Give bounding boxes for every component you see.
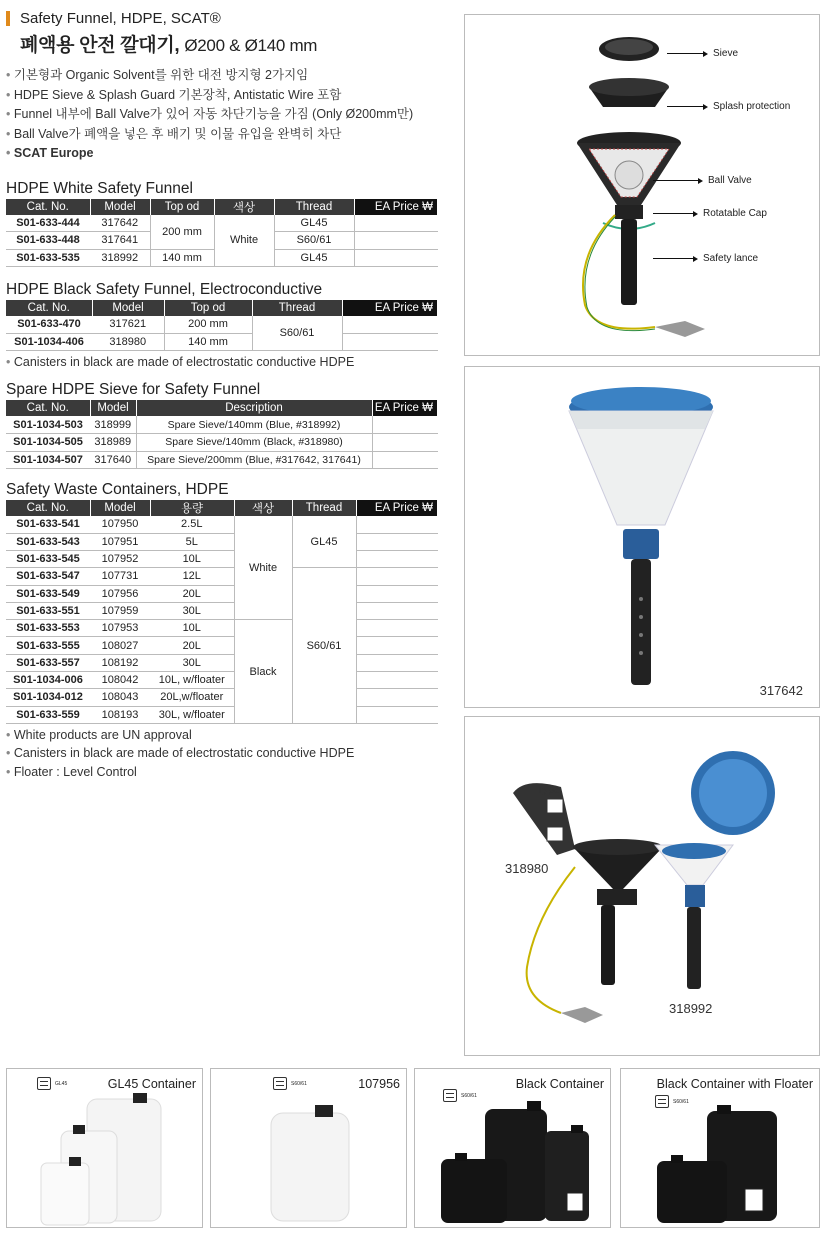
- bottom-title: Black Container: [515, 1077, 604, 1091]
- title-en-row: [6, 8, 438, 28]
- cell-cat: S01-633-535: [6, 249, 90, 266]
- cell-model: 107959: [90, 602, 150, 619]
- bottom-box-black: [414, 1068, 611, 1228]
- col-header: Cat. No.: [6, 400, 90, 416]
- cell-model: 107950: [90, 516, 150, 533]
- cell-cat: S01-633-559: [6, 706, 90, 723]
- cell-price: [354, 232, 438, 249]
- cell-cat: S01-1034-503: [6, 416, 90, 433]
- funnel-diagram-box: [464, 14, 820, 356]
- bullet-item: • HDPE Sieve & Splash Guard 기본장착, Antistatic Wire 포함: [6, 86, 438, 106]
- model-label-318980: 318980: [505, 861, 549, 876]
- col-header: Model: [92, 300, 164, 316]
- cell-cat: S01-633-553: [6, 620, 90, 637]
- cell-desc: Spare Sieve/140mm (Black, #318980): [136, 434, 372, 451]
- cell-price: [356, 689, 438, 706]
- container-note: • White products are UN approval: [6, 726, 438, 745]
- cell-thread: S60/61: [252, 316, 342, 351]
- cell-cat: S01-1034-012: [6, 689, 90, 706]
- cell-price: [356, 533, 438, 550]
- cell-cat: S01-1034-006: [6, 672, 90, 689]
- cell-model: 318992: [90, 249, 150, 266]
- section-title-containers: Safety Waste Containers, HDPE: [6, 480, 229, 498]
- section-title-black-funnel: HDPE Black Safety Funnel, Electroconductive: [6, 280, 323, 298]
- cell-volume: 30L, w/floater: [150, 706, 234, 723]
- lance-shape: [621, 219, 637, 305]
- cell-color: White: [234, 516, 292, 620]
- bottom-title: Black Container with Floater: [656, 1077, 813, 1091]
- cell-cat: S01-633-557: [6, 654, 90, 671]
- cell-model: 108043: [90, 689, 150, 706]
- callout-label: Safety lance: [703, 253, 759, 264]
- cell-cat: S01-1034-507: [6, 451, 90, 468]
- callout-label: Splash protection: [713, 101, 791, 112]
- cell-price: [342, 316, 438, 333]
- cell-volume: 30L: [150, 602, 234, 619]
- cell-model: 317621: [92, 316, 164, 333]
- col-header: Thread: [274, 199, 354, 215]
- title-kr: [6, 30, 438, 56]
- cell-price: [356, 516, 438, 533]
- col-header-price: EA Price ₩: [342, 300, 438, 316]
- containers-table: [6, 500, 438, 724]
- cell-model: 107731: [90, 568, 150, 585]
- title-en: Safety Funnel, HDPE, SCAT®: [20, 9, 221, 27]
- callout-lance: [653, 253, 758, 264]
- bottom-box-gl45: [6, 1068, 203, 1228]
- black-containers-photo: [415, 1069, 612, 1229]
- callout-label: Ball Valve: [708, 175, 752, 186]
- col-header: Thread: [252, 300, 342, 316]
- cell-volume: 10L: [150, 550, 234, 567]
- cell-cat: S01-633-470: [6, 316, 92, 333]
- cell-volume: 30L: [150, 654, 234, 671]
- cell-price: [356, 568, 438, 585]
- white-20l-container-photo: [211, 1069, 408, 1229]
- cell-price: [354, 249, 438, 266]
- col-header: Cat. No.: [6, 199, 90, 215]
- cell-model: 107951: [90, 533, 150, 550]
- bullet-item: • Funnel 내부에 Ball Valve가 있어 자동 차단기능을 가짐 (Only Ø200mm만): [6, 105, 438, 125]
- cell-volume: 10L: [150, 620, 234, 637]
- col-header: Cat. No.: [6, 500, 90, 516]
- model-label-317642: 317642: [759, 683, 803, 698]
- col-header: Description: [136, 400, 372, 416]
- cell-top-od: 200 mm: [164, 316, 252, 333]
- cell-color: White: [214, 215, 274, 267]
- blue-funnel-photo: [465, 367, 821, 709]
- ball-valve-shape: [615, 161, 643, 189]
- cell-model: 108192: [90, 654, 150, 671]
- callout-sieve: [667, 48, 738, 59]
- cell-price: [356, 620, 438, 637]
- cell-color: Black: [234, 620, 292, 724]
- cell-model: 318989: [90, 434, 136, 451]
- col-header-price: EA Price ₩: [354, 199, 438, 215]
- container-notes: [6, 726, 438, 782]
- left-column: [6, 8, 438, 781]
- section-title-white-funnel: HDPE White Safety Funnel: [6, 179, 193, 197]
- cell-price: [372, 451, 438, 468]
- cell-thread: GL45: [274, 249, 354, 266]
- cell-cat: S01-633-551: [6, 602, 90, 619]
- cell-cat: S01-633-444: [6, 215, 90, 232]
- col-header: 용량: [150, 500, 234, 516]
- type-label: Type: [537, 785, 560, 796]
- col-header-price: EA Price ₩: [372, 400, 438, 416]
- col-header: Top od: [150, 199, 214, 215]
- cell-volume: 20L,w/floater: [150, 689, 234, 706]
- thread-tag-label: S60/61: [461, 1092, 477, 1099]
- col-header: 색상: [214, 199, 274, 215]
- cell-model: 108042: [90, 672, 150, 689]
- cell-price: [356, 637, 438, 654]
- col-header-price: EA Price ₩: [356, 500, 438, 516]
- col-header: Model: [90, 400, 136, 416]
- cell-thread: S60/61: [274, 232, 354, 249]
- photo-box-pair: [464, 716, 820, 1056]
- cell-cat: S01-633-549: [6, 585, 90, 602]
- cell-top-od: 140 mm: [164, 333, 252, 350]
- bottom-title: GL45 Container: [107, 1077, 196, 1091]
- feature-bullets: [6, 66, 438, 164]
- bullet-item: • SCAT Europe: [6, 144, 438, 164]
- bullet-item: • 기본형과 Organic Solvent를 위한 대전 방지형 2가지임: [6, 66, 438, 86]
- thread-tag-label: S60/61: [291, 1080, 307, 1087]
- cell-price: [342, 333, 438, 350]
- cell-price: [372, 416, 438, 433]
- black-funnel-note: • Canisters in black are made of electrostatic conductive HDPE: [6, 353, 438, 372]
- callout-label: Sieve: [713, 48, 739, 59]
- cell-volume: 2.5L: [150, 516, 234, 533]
- cell-cat: S01-633-541: [6, 516, 90, 533]
- col-header: Thread: [292, 500, 356, 516]
- bullet-item: • Ball Valve가 폐액을 넣은 후 배기 및 이물 유입을 완벽히 차단: [6, 125, 438, 145]
- cell-model: 318980: [92, 333, 164, 350]
- cell-cat: S01-633-543: [6, 533, 90, 550]
- cell-model: 317640: [90, 451, 136, 468]
- cell-volume: 20L: [150, 585, 234, 602]
- thread-tag-label: S60/61: [673, 1098, 689, 1105]
- callout-ball-valve: [653, 175, 752, 186]
- col-header: 색상: [234, 500, 292, 516]
- cell-model: 107956: [90, 585, 150, 602]
- container-note: • Floater : Level Control: [6, 763, 438, 782]
- cell-price: [356, 602, 438, 619]
- cell-desc: Spare Sieve/200mm (Blue, #317642, 317641): [136, 451, 372, 468]
- section-title-sieve: Spare HDPE Sieve for Safety Funnel: [6, 381, 261, 399]
- cell-price: [356, 672, 438, 689]
- model-label-318992: 318992: [669, 1001, 713, 1016]
- accent-bar: [6, 11, 10, 26]
- cell-price: [372, 434, 438, 451]
- cell-price: [356, 550, 438, 567]
- cell-top-od: 200 mm: [150, 215, 214, 250]
- cell-thread: S60/61: [292, 568, 356, 724]
- clip-shape: [655, 321, 705, 337]
- cell-cat: S01-1034-505: [6, 434, 90, 451]
- title-kr-text: 폐액용 안전 깔대기,: [20, 35, 180, 56]
- cell-cat: S01-633-547: [6, 568, 90, 585]
- col-header: Model: [90, 199, 150, 215]
- bottom-title: 107956: [358, 1077, 400, 1091]
- bottom-box-107956: [210, 1068, 407, 1228]
- cell-cat: S01-1034-406: [6, 333, 92, 350]
- cell-model: 108027: [90, 637, 150, 654]
- cell-price: [356, 585, 438, 602]
- col-header: Cat. No.: [6, 300, 92, 316]
- cell-price: [356, 706, 438, 723]
- title-sizes: Ø200 & Ø140 mm: [184, 36, 318, 55]
- callout-cap: [653, 208, 767, 219]
- sieve-table: [6, 400, 438, 468]
- cell-top-od: 140 mm: [150, 249, 214, 266]
- container-note: • Canisters in black are made of electrostatic conductive HDPE: [6, 744, 438, 763]
- cell-volume: 12L: [150, 568, 234, 585]
- black-floater-containers-photo: [621, 1069, 821, 1229]
- cell-model: 317642: [90, 215, 150, 232]
- cell-desc: Spare Sieve/140mm (Blue, #318992): [136, 416, 372, 433]
- cap-shape: [615, 205, 643, 219]
- cell-volume: 5L: [150, 533, 234, 550]
- col-header: Top od: [164, 300, 252, 316]
- cell-thread: GL45: [292, 516, 356, 568]
- bottom-box-black-floater: [620, 1068, 820, 1228]
- funnel-pair-photo: [465, 717, 821, 1057]
- cell-price: [356, 654, 438, 671]
- photo-box-317642: [464, 366, 820, 708]
- callout-splash: [667, 101, 790, 112]
- funnel-exploded-diagram: [465, 15, 821, 357]
- cell-volume: 20L: [150, 637, 234, 654]
- white-containers-photo: [7, 1069, 204, 1229]
- cell-cat: S01-633-545: [6, 550, 90, 567]
- cell-cat: S01-633-555: [6, 637, 90, 654]
- cell-cat: S01-633-448: [6, 232, 90, 249]
- white-funnel-table: [6, 199, 438, 267]
- cell-model: 107952: [90, 550, 150, 567]
- cell-model: 108193: [90, 706, 150, 723]
- callout-label: Rotatable Cap: [703, 208, 767, 219]
- cell-volume: 10L, w/floater: [150, 672, 234, 689]
- cell-model: 107953: [90, 620, 150, 637]
- cell-model: 317641: [90, 232, 150, 249]
- cell-thread: GL45: [274, 215, 354, 232]
- col-header: Model: [90, 500, 150, 516]
- black-funnel-table: [6, 300, 438, 351]
- cell-model: 318999: [90, 416, 136, 433]
- thread-tag-label: GL45: [55, 1080, 68, 1087]
- cell-price: [354, 215, 438, 232]
